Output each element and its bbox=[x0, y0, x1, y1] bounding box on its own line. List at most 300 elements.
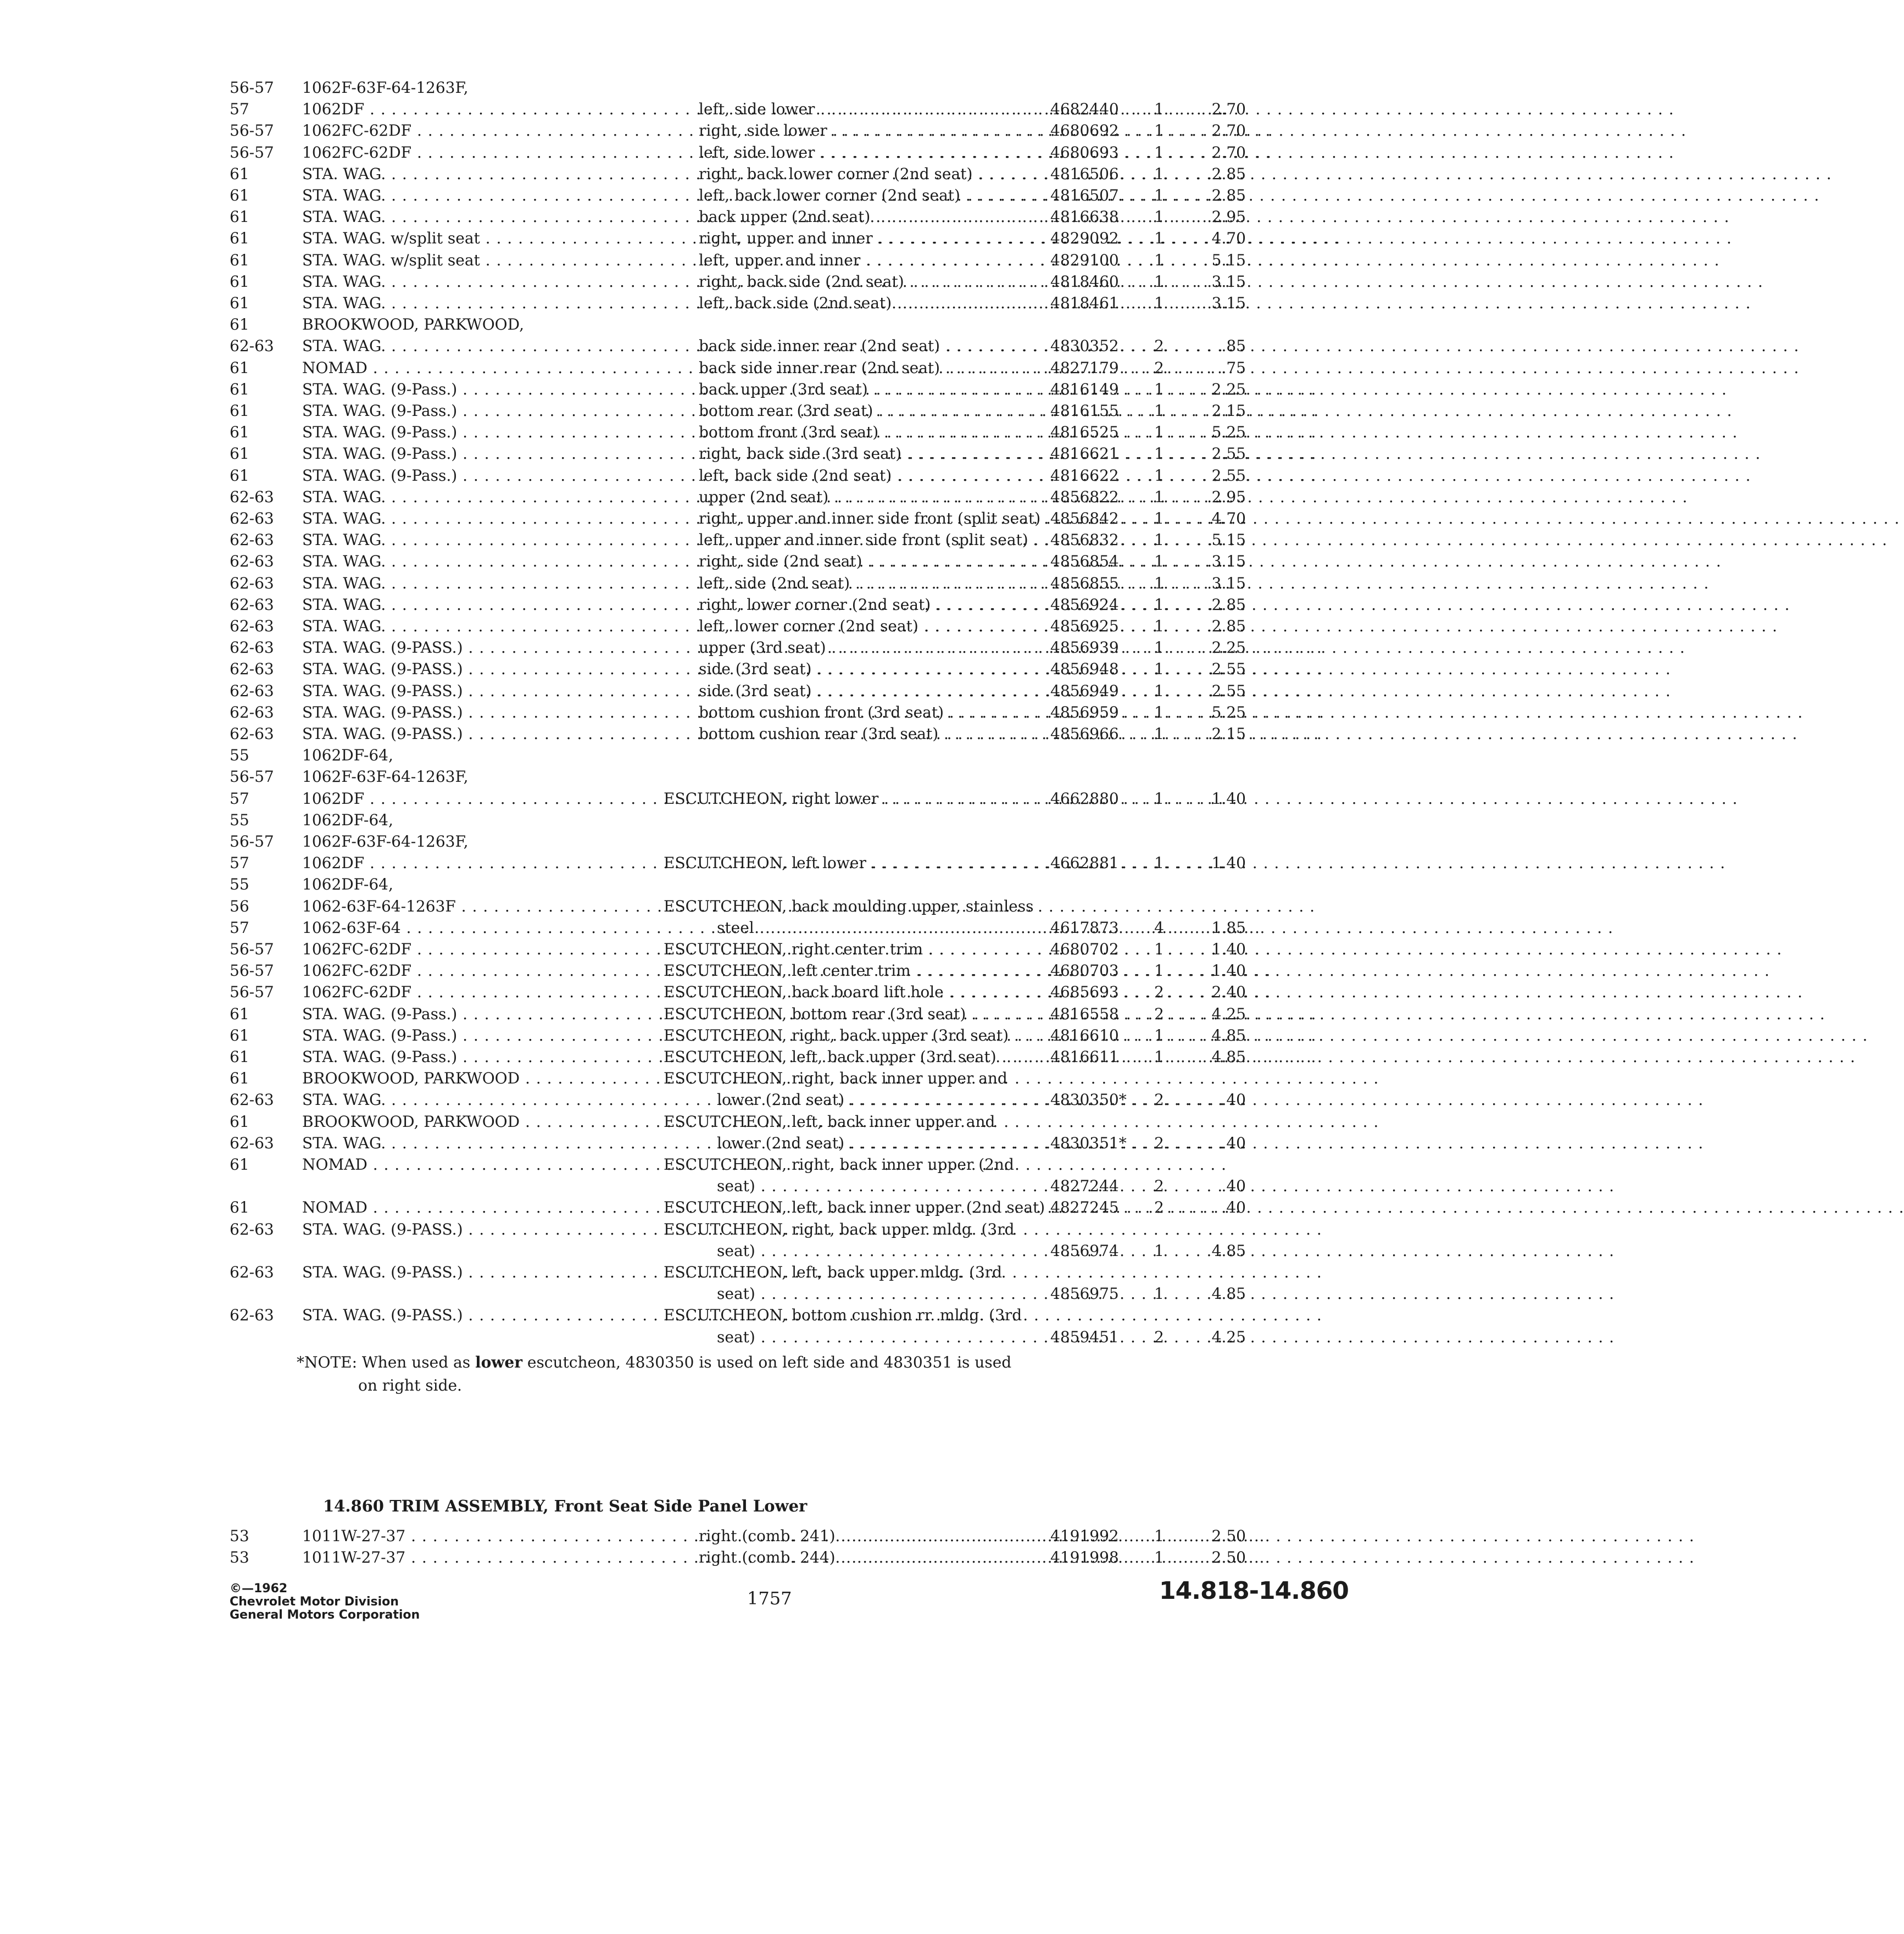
quantity-cell: 1 bbox=[1154, 552, 1164, 571]
quantity-cell: 1 bbox=[1154, 1048, 1164, 1066]
model-cell: 1062-63F-64-1263F . . . bbox=[302, 896, 634, 917]
year-cell: 62-63 bbox=[230, 337, 274, 355]
table-row bbox=[0, 788, 1389, 809]
description-cell: right, upper and inner side front (split seat) . . . bbox=[699, 508, 1039, 529]
year-cell: 61 bbox=[230, 423, 249, 442]
table-row bbox=[0, 508, 1389, 529]
table-row bbox=[0, 1525, 1389, 1547]
part-number-cell: 4856822 bbox=[1050, 487, 1119, 506]
model-cell: STA. WAG. (9-Pass.) . . . bbox=[302, 1003, 634, 1025]
model-cell: STA. WAG. (9-Pass.) . . . bbox=[302, 379, 634, 400]
table-row bbox=[0, 702, 1389, 723]
quantity-cell: 1 bbox=[1154, 1548, 1164, 1566]
quantity-cell: 1 bbox=[1154, 660, 1164, 679]
year-cell: 61 bbox=[230, 294, 249, 312]
table-row bbox=[0, 271, 1389, 292]
table-row bbox=[0, 1261, 1389, 1283]
year-cell: 62-63 bbox=[230, 1220, 274, 1238]
price-cell: 2.15 bbox=[1211, 725, 1246, 743]
description-cell: right, side (2nd seat) . . . bbox=[699, 551, 1039, 572]
year-cell: 61 bbox=[230, 1112, 249, 1131]
year-cell: 56-57 bbox=[230, 832, 274, 851]
table-row bbox=[0, 379, 1389, 400]
page-number: 1757 bbox=[747, 1588, 792, 1609]
description-cell: bottom cushion front (3rd seat) . . . bbox=[699, 702, 1039, 723]
part-number-cell: 4856948 bbox=[1050, 660, 1119, 679]
price-cell: 1.40 bbox=[1211, 789, 1246, 808]
part-number-cell: 4856974 bbox=[1050, 1241, 1119, 1260]
model-cell: 1062DF-64, bbox=[302, 875, 393, 894]
table-row bbox=[0, 896, 1389, 917]
quantity-cell: 1 bbox=[1154, 703, 1164, 721]
year-cell: 61 bbox=[230, 380, 249, 398]
year-cell: 61 bbox=[230, 402, 249, 420]
model-cell: 1062FC-62DF . . . bbox=[302, 981, 634, 1003]
price-cell: 2.85 bbox=[1211, 617, 1246, 635]
model-cell: NOMAD . . . bbox=[302, 1154, 634, 1175]
year-cell: 62-63 bbox=[230, 703, 274, 721]
quantity-cell: 2 bbox=[1154, 1091, 1164, 1109]
description-cell: back upper (3rd seat) . . . bbox=[699, 379, 1039, 400]
table-row bbox=[0, 120, 1389, 141]
model-cell: 1062DF . . . bbox=[302, 852, 634, 874]
year-cell: 57 bbox=[230, 100, 249, 119]
quantity-cell: 2 bbox=[1154, 1004, 1164, 1023]
description-cell: ESCUTCHEON, right, back upper mldg. (3rd bbox=[664, 1220, 1015, 1238]
part-number-cell: 4816506 bbox=[1050, 164, 1119, 183]
note-bold: lower bbox=[475, 1353, 522, 1371]
quantity-cell: 1 bbox=[1154, 164, 1164, 183]
note-text-rest: escutcheon, 4830350 is used on left side and 4830351 is used bbox=[522, 1353, 1012, 1371]
price-cell: 3.15 bbox=[1211, 294, 1246, 312]
model-cell: STA. WAG. . . . bbox=[302, 163, 634, 185]
table-row bbox=[0, 465, 1389, 486]
year-cell: 61 bbox=[230, 1198, 249, 1217]
description-cell: ESCUTCHEON, back board lift hole . . . bbox=[664, 981, 1004, 1003]
table-row bbox=[0, 1025, 1389, 1046]
description-cell: bottom front (3rd seat) . . . bbox=[699, 421, 1039, 443]
quantity-cell: 1 bbox=[1154, 121, 1164, 140]
quantity-cell: 1 bbox=[1154, 1527, 1164, 1545]
year-cell: 56-57 bbox=[230, 962, 274, 980]
quantity-cell: 1 bbox=[1154, 487, 1164, 506]
year-cell: 57 bbox=[230, 918, 249, 937]
model-cell: STA. WAG. (9-PASS.) . . . bbox=[302, 1261, 634, 1283]
part-number-cell: 4856924 bbox=[1050, 595, 1119, 614]
description-cell: back upper (2nd seat) . . . bbox=[699, 206, 1039, 227]
part-number-cell: 4816507 bbox=[1050, 186, 1119, 204]
table-row bbox=[0, 529, 1389, 551]
description-cell: back side inner rear (2nd seat) . . . bbox=[699, 335, 1039, 357]
model-cell: 1062F-63F-64-1263F, bbox=[302, 768, 469, 786]
price-cell: 4.85 bbox=[1211, 1285, 1246, 1303]
model-cell: 1062FC-62DF . . . bbox=[302, 938, 634, 960]
part-number-cell: 4856959 bbox=[1050, 703, 1119, 721]
part-number-cell: 4816621 bbox=[1050, 444, 1119, 463]
part-number-cell: 4827244 bbox=[1050, 1177, 1119, 1196]
part-number-cell: 4856949 bbox=[1050, 681, 1119, 700]
price-cell: 2.25 bbox=[1211, 380, 1246, 398]
table-row bbox=[0, 1003, 1389, 1025]
year-cell: 61 bbox=[230, 1026, 249, 1044]
part-number-cell: 4191998 bbox=[1050, 1548, 1119, 1566]
price-cell: 3.15 bbox=[1211, 574, 1246, 592]
model-cell: STA. WAG. . . . bbox=[302, 486, 634, 508]
quantity-cell: 1 bbox=[1154, 509, 1164, 527]
quantity-cell: 1 bbox=[1154, 725, 1164, 743]
description-cell: left, upper and inner . . . bbox=[699, 249, 1039, 271]
part-number-cell: 4816155 bbox=[1050, 402, 1119, 420]
description-cell: ESCUTCHEON, bottom cushion rr. mldg. (3rd bbox=[664, 1306, 1022, 1325]
quantity-cell: 2 bbox=[1154, 337, 1164, 355]
year-cell: 56-57 bbox=[230, 940, 274, 958]
description-cell: ESCUTCHEON, right lower . . . bbox=[664, 788, 1004, 809]
year-cell: 56 bbox=[230, 897, 249, 915]
year-cell: 61 bbox=[230, 1048, 249, 1066]
year-cell: 61 bbox=[230, 272, 249, 291]
model-cell: STA. WAG. . . . bbox=[302, 529, 634, 551]
quantity-cell: 1 bbox=[1154, 272, 1164, 291]
model-cell: STA. WAG. . . . bbox=[302, 594, 634, 615]
part-number-cell: 4816558 bbox=[1050, 1004, 1119, 1023]
quantity-cell: 1 bbox=[1154, 143, 1164, 162]
part-number-cell: 4816610 bbox=[1050, 1026, 1119, 1044]
description-cell: ESCUTCHEON, left, back inner upper (2nd seat) . . . bbox=[664, 1197, 1004, 1218]
table-row bbox=[0, 852, 1389, 874]
quantity-cell: 2 bbox=[1154, 1177, 1164, 1196]
year-cell: 61 bbox=[230, 466, 249, 485]
year-cell: 62-63 bbox=[230, 595, 274, 614]
quantity-cell: 1 bbox=[1154, 962, 1164, 980]
model-cell: 1011W-27-37 . . . bbox=[302, 1525, 634, 1547]
price-cell: 2.55 bbox=[1211, 681, 1246, 700]
table-row bbox=[0, 1089, 1389, 1110]
price-cell: 2.70 bbox=[1211, 121, 1246, 140]
model-cell: STA. WAG. (9-Pass.) . . . bbox=[302, 421, 634, 443]
model-cell: 1062FC-62DF . . . bbox=[302, 960, 634, 981]
quantity-cell: 1 bbox=[1154, 854, 1164, 872]
model-cell: STA. WAG. (9-PASS.) . . . bbox=[302, 702, 634, 723]
description-cell: seat) . . . bbox=[717, 1240, 1057, 1261]
part-number-cell: 4859451 bbox=[1050, 1327, 1119, 1346]
price-cell: 5.15 bbox=[1211, 251, 1246, 269]
price-cell: .85 bbox=[1221, 337, 1246, 355]
table-row bbox=[0, 1046, 1389, 1068]
price-cell: 4.70 bbox=[1211, 509, 1246, 527]
description-cell: left, upper and inner side front (split seat) . . . bbox=[699, 529, 1039, 551]
part-number-cell: 4680693 bbox=[1050, 143, 1119, 162]
description-cell: ESCUTCHEON, right, back inner upper and bbox=[664, 1069, 1007, 1088]
price-cell: 3.15 bbox=[1211, 272, 1246, 291]
description-cell: ESCUTCHEON, right, back upper (3rd seat) . . . bbox=[664, 1025, 1004, 1046]
section-heading: 14.860 TRIM ASSEMBLY, Front Seat Side Panel Lower bbox=[323, 1497, 808, 1515]
year-cell: 53 bbox=[230, 1527, 249, 1545]
table-row bbox=[0, 1154, 1389, 1175]
quantity-cell: 1 bbox=[1154, 1285, 1164, 1303]
year-cell: 62-63 bbox=[230, 509, 274, 527]
price-cell: .40 bbox=[1221, 1198, 1246, 1217]
model-cell: BROOKWOOD, PARKWOOD . . . bbox=[302, 1111, 634, 1132]
part-number-cell: 4830352 bbox=[1050, 337, 1119, 355]
price-cell: 2.15 bbox=[1211, 402, 1246, 420]
model-cell: STA. WAG. . . . bbox=[302, 615, 634, 637]
model-cell: STA. WAG. (9-PASS.) . . . bbox=[302, 1219, 634, 1240]
quantity-cell: 1 bbox=[1154, 423, 1164, 442]
description-cell: left, back side (2nd seat) . . . bbox=[699, 465, 1039, 486]
part-number-cell: 4818460 bbox=[1050, 272, 1119, 291]
quantity-cell: 1 bbox=[1154, 100, 1164, 119]
year-cell: 61 bbox=[230, 1004, 249, 1023]
table-row bbox=[0, 960, 1389, 981]
quantity-cell: 1 bbox=[1154, 466, 1164, 485]
year-cell: 56-57 bbox=[230, 121, 274, 140]
quantity-cell: 1 bbox=[1154, 789, 1164, 808]
description-cell: steel . . . bbox=[717, 917, 1057, 938]
description-cell: right (comb. 241) . . . bbox=[699, 1525, 1039, 1547]
quantity-cell: 1 bbox=[1154, 251, 1164, 269]
table-row bbox=[0, 314, 1389, 335]
price-cell: 5.25 bbox=[1211, 703, 1246, 721]
price-cell: 1.40 bbox=[1211, 940, 1246, 958]
table-row bbox=[0, 981, 1389, 1003]
price-cell: 5.15 bbox=[1211, 531, 1246, 549]
year-cell: 62-63 bbox=[230, 1133, 274, 1152]
part-number-cell: 4827245 bbox=[1050, 1198, 1119, 1217]
description-cell: ESCUTCHEON, left, back inner upper and bbox=[664, 1112, 995, 1131]
description-cell: bottom rear (3rd seat) . . . bbox=[699, 400, 1039, 421]
quantity-cell: 1 bbox=[1154, 1241, 1164, 1260]
quantity-cell: 2 bbox=[1154, 1198, 1164, 1217]
quantity-cell: 1 bbox=[1154, 681, 1164, 700]
table-row bbox=[0, 77, 1389, 98]
model-cell: STA. WAG. w/split seat . . . bbox=[302, 249, 634, 271]
year-cell: 62-63 bbox=[230, 1263, 274, 1281]
model-cell: NOMAD . . . bbox=[302, 1197, 634, 1218]
description-cell: lower (2nd seat) . . . bbox=[717, 1089, 1057, 1110]
description-cell: back side inner rear (2nd seat) . . . bbox=[699, 357, 1039, 379]
table-row bbox=[0, 292, 1389, 314]
table-row bbox=[0, 551, 1389, 572]
table-row bbox=[0, 938, 1389, 960]
table-row bbox=[0, 1240, 1389, 1261]
price-cell: 2.55 bbox=[1211, 444, 1246, 463]
table-row bbox=[0, 615, 1389, 637]
table-row bbox=[0, 335, 1389, 357]
table-row bbox=[0, 1132, 1389, 1154]
model-cell: STA. WAG. (9-PASS.) . . . bbox=[302, 637, 634, 658]
model-cell: 1062DF . . . bbox=[302, 788, 634, 809]
part-number-cell: 4816622 bbox=[1050, 466, 1119, 485]
part-number-cell: 4680692 bbox=[1050, 121, 1119, 140]
year-cell: 62-63 bbox=[230, 552, 274, 571]
quantity-cell: 1 bbox=[1154, 574, 1164, 592]
price-cell: 2.50 bbox=[1211, 1527, 1246, 1545]
model-cell: STA. WAG. (9-PASS.) . . . bbox=[302, 1304, 634, 1326]
description-cell: left, side (2nd seat) . . . bbox=[699, 573, 1039, 594]
description-cell: side (3rd seat) . . . bbox=[699, 680, 1039, 702]
description-cell: upper (3rd seat) . . . bbox=[699, 637, 1039, 658]
table-row bbox=[0, 1068, 1389, 1089]
year-cell: 61 bbox=[230, 208, 249, 226]
price-cell: 2.70 bbox=[1211, 143, 1246, 162]
part-number-cell: 4829092 bbox=[1050, 229, 1119, 248]
description-cell: ESCUTCHEON, right, back inner upper (2nd bbox=[664, 1155, 1014, 1174]
model-cell: STA. WAG. (9-Pass.) . . . bbox=[302, 1046, 634, 1068]
part-number-cell: 4816611 bbox=[1050, 1048, 1119, 1066]
year-cell: 62-63 bbox=[230, 1091, 274, 1109]
part-number-cell: 4816638 bbox=[1050, 208, 1119, 226]
part-number-cell: 4827179 bbox=[1050, 358, 1119, 377]
price-cell: 2.50 bbox=[1211, 1548, 1246, 1566]
table-row bbox=[0, 1283, 1389, 1304]
quantity-cell: 1 bbox=[1154, 617, 1164, 635]
table-row bbox=[0, 357, 1389, 379]
price-cell: .40 bbox=[1221, 1133, 1246, 1152]
table-row bbox=[0, 658, 1389, 680]
model-cell: STA. WAG. . . . bbox=[302, 573, 634, 594]
table-row bbox=[0, 831, 1389, 852]
table-row bbox=[0, 163, 1389, 185]
price-cell: 2.40 bbox=[1211, 983, 1246, 1002]
price-cell: 2.55 bbox=[1211, 660, 1246, 679]
model-cell: STA. WAG. (9-Pass.) . . . bbox=[302, 443, 634, 464]
year-cell: 62-63 bbox=[230, 531, 274, 549]
model-cell: 1062F-63F-64-1263F, bbox=[302, 832, 469, 851]
part-number-cell: 4191992 bbox=[1050, 1527, 1119, 1545]
quantity-cell: 1 bbox=[1154, 229, 1164, 248]
quantity-cell: 1 bbox=[1154, 638, 1164, 657]
year-cell: 62-63 bbox=[230, 638, 274, 657]
price-cell: 2.95 bbox=[1211, 208, 1246, 226]
price-cell: 5.25 bbox=[1211, 423, 1246, 442]
description-cell: left, side lower . . . bbox=[699, 98, 1039, 120]
part-number-cell: 4856925 bbox=[1050, 617, 1119, 635]
table-row bbox=[0, 443, 1389, 464]
model-cell: STA. WAG. (9-Pass.) . . . bbox=[302, 400, 634, 421]
table-row bbox=[0, 573, 1389, 594]
part-number-cell: 4682440 bbox=[1050, 100, 1119, 119]
quantity-cell: 1 bbox=[1154, 186, 1164, 204]
part-number-cell: 4816149 bbox=[1050, 380, 1119, 398]
quantity-cell: 1 bbox=[1154, 380, 1164, 398]
price-cell: 2.85 bbox=[1211, 595, 1246, 614]
price-cell: .40 bbox=[1221, 1091, 1246, 1109]
price-cell: 4.85 bbox=[1211, 1026, 1246, 1044]
description-cell: ESCUTCHEON, left, back upper (3rd seat) . . . bbox=[664, 1046, 1004, 1068]
table-row bbox=[0, 917, 1389, 938]
table-row bbox=[0, 227, 1389, 249]
year-cell: 56-57 bbox=[230, 79, 274, 97]
model-cell: STA. WAG. (9-Pass.) . . . bbox=[302, 465, 634, 486]
description-cell: right, upper and inner . . . bbox=[699, 227, 1039, 249]
quantity-cell: 1 bbox=[1154, 595, 1164, 614]
table-row bbox=[0, 1111, 1389, 1132]
year-cell: 62-63 bbox=[230, 681, 274, 700]
description-cell: right, side lower . . . bbox=[699, 120, 1039, 141]
table-row bbox=[0, 249, 1389, 271]
price-cell: 2.55 bbox=[1211, 466, 1246, 485]
table-row bbox=[0, 1219, 1389, 1240]
table-row bbox=[0, 637, 1389, 658]
model-cell: STA. WAG. (9-PASS.) . . . bbox=[302, 723, 634, 744]
description-cell: ESCUTCHEON, left center trim . . . bbox=[664, 960, 1004, 981]
year-cell: 57 bbox=[230, 854, 249, 872]
part-number-cell: 4856939 bbox=[1050, 638, 1119, 657]
quantity-cell: 1 bbox=[1154, 444, 1164, 463]
year-cell: 62-63 bbox=[230, 1306, 274, 1325]
price-cell: 4.70 bbox=[1211, 229, 1246, 248]
model-cell: NOMAD . . . bbox=[302, 357, 634, 379]
year-cell: 53 bbox=[230, 1548, 249, 1566]
description-cell: left, side lower . . . bbox=[699, 142, 1039, 163]
table-row bbox=[0, 1326, 1389, 1348]
model-cell: STA. WAG. . . . bbox=[302, 335, 634, 357]
quantity-cell: 4 bbox=[1154, 918, 1164, 937]
part-number-cell: 4856966 bbox=[1050, 725, 1119, 743]
model-cell: 1062DF-64, bbox=[302, 746, 393, 765]
year-cell: 61 bbox=[230, 186, 249, 204]
quantity-cell: 2 bbox=[1154, 1327, 1164, 1346]
table-row bbox=[0, 723, 1389, 744]
model-cell: 1062-63F-64 . . . bbox=[302, 917, 634, 938]
model-cell: STA. WAG. w/split seat . . . bbox=[302, 227, 634, 249]
part-number-cell: 4829100 bbox=[1050, 251, 1119, 269]
model-cell: 1011W-27-37 . . . bbox=[302, 1547, 634, 1568]
part-number-cell: 4856855 bbox=[1050, 574, 1119, 592]
model-cell: STA. WAG. (9-PASS.) . . . bbox=[302, 680, 634, 702]
price-cell: 3.15 bbox=[1211, 552, 1246, 571]
model-cell: 1062F-63F-64-1263F, bbox=[302, 79, 469, 97]
part-number-cell: 4662881 bbox=[1050, 854, 1119, 872]
part-number-cell: 4685693 bbox=[1050, 983, 1119, 1002]
footnote bbox=[297, 1351, 1055, 1397]
quantity-cell: 1 bbox=[1154, 402, 1164, 420]
table-row bbox=[0, 98, 1389, 120]
description-cell: right, back side (2nd seat) . . . bbox=[699, 271, 1039, 292]
description-cell: seat) . . . bbox=[717, 1175, 1057, 1197]
model-cell: STA. WAG. . . . bbox=[302, 271, 634, 292]
year-cell: 55 bbox=[230, 746, 249, 765]
year-cell: 61 bbox=[230, 1155, 249, 1174]
corporation-name: General Motors Corporation bbox=[230, 1608, 420, 1622]
price-cell: .75 bbox=[1221, 358, 1246, 377]
description-cell: ESCUTCHEON, right center trim . . . bbox=[664, 938, 1004, 960]
price-cell: 1.40 bbox=[1211, 962, 1246, 980]
price-cell: 2.85 bbox=[1211, 164, 1246, 183]
price-cell: 4.25 bbox=[1211, 1327, 1246, 1346]
table-row bbox=[0, 1197, 1389, 1218]
year-cell: 61 bbox=[230, 164, 249, 183]
table-row bbox=[0, 1304, 1389, 1326]
description-cell: lower (2nd seat) . . . bbox=[717, 1132, 1057, 1154]
description-cell: left, back lower corner (2nd seat) . . . bbox=[699, 185, 1039, 206]
part-number-cell: 4680703 bbox=[1050, 962, 1119, 980]
part-number-cell: 4856832 bbox=[1050, 531, 1119, 549]
year-cell: 56-57 bbox=[230, 143, 274, 162]
year-cell: 56-57 bbox=[230, 768, 274, 786]
note-line2: on right side. bbox=[358, 1376, 462, 1394]
year-cell: 55 bbox=[230, 810, 249, 829]
year-cell: 61 bbox=[230, 1069, 249, 1088]
description-cell: right (comb. 244) . . . bbox=[699, 1547, 1039, 1568]
description-cell: side (3rd seat) . . . bbox=[699, 658, 1039, 680]
description-cell: right, back lower corner (2nd seat) . . . bbox=[699, 163, 1039, 185]
part-number-cell: 4830350* bbox=[1050, 1091, 1127, 1109]
table-row bbox=[0, 680, 1389, 702]
quantity-cell: 1 bbox=[1154, 940, 1164, 958]
quantity-cell: 1 bbox=[1154, 531, 1164, 549]
model-cell: STA. WAG. . . . bbox=[302, 551, 634, 572]
